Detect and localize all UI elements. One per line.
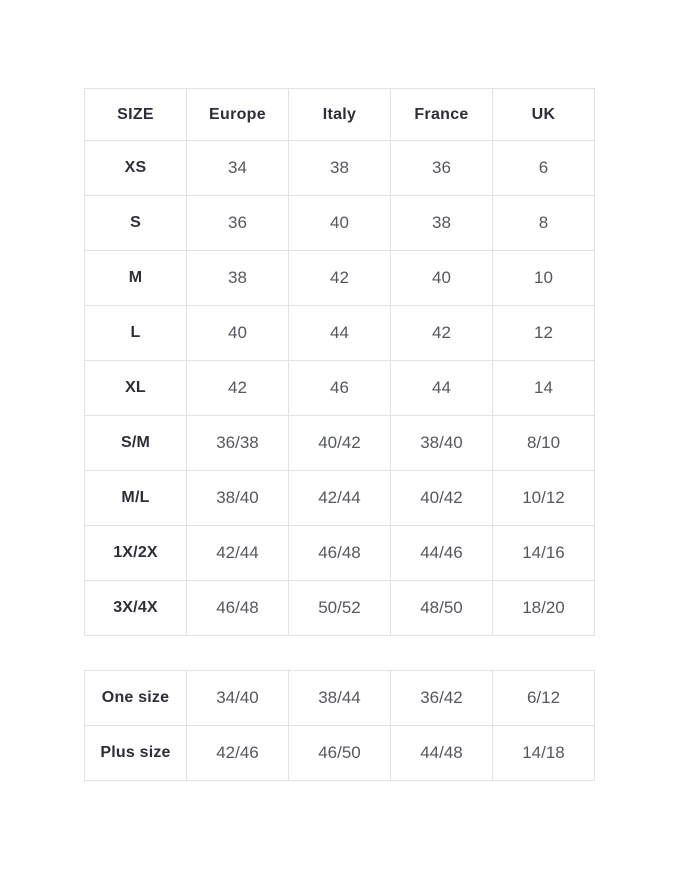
header-cell-france: France: [391, 89, 493, 141]
value-cell: 40: [391, 251, 493, 306]
size-label: 1X/2X: [85, 526, 187, 581]
value-cell: 40/42: [289, 416, 391, 471]
value-cell: 40: [187, 306, 289, 361]
value-cell: 6: [493, 141, 595, 196]
size-label: M/L: [85, 471, 187, 526]
value-cell: 8/10: [493, 416, 595, 471]
value-cell: 50/52: [289, 581, 391, 636]
value-cell: 18/20: [493, 581, 595, 636]
value-cell: 36: [187, 196, 289, 251]
value-cell: 38/40: [391, 416, 493, 471]
size-label: M: [85, 251, 187, 306]
table-row: [85, 471, 595, 526]
value-cell: 42: [391, 306, 493, 361]
value-cell: 8: [493, 196, 595, 251]
value-cell: 42/44: [289, 471, 391, 526]
value-cell: 14/16: [493, 526, 595, 581]
size-conversion-table: [84, 88, 595, 636]
size-label: Plus size: [85, 726, 187, 781]
size-label: One size: [85, 671, 187, 726]
value-cell: 10: [493, 251, 595, 306]
value-cell: 38/44: [289, 671, 391, 726]
value-cell: 46/48: [187, 581, 289, 636]
value-cell: 6/12: [493, 671, 595, 726]
table-row: [85, 361, 595, 416]
value-cell: 44/46: [391, 526, 493, 581]
table-row: [85, 306, 595, 361]
size-label: S: [85, 196, 187, 251]
table-row: [85, 251, 595, 306]
value-cell: 42: [289, 251, 391, 306]
size-label: L: [85, 306, 187, 361]
value-cell: 38: [391, 196, 493, 251]
value-cell: 42/46: [187, 726, 289, 781]
value-cell: 38/40: [187, 471, 289, 526]
value-cell: 42/44: [187, 526, 289, 581]
table-row: [85, 196, 595, 251]
table-row: [85, 526, 595, 581]
value-cell: 14: [493, 361, 595, 416]
header-cell-uk: UK: [493, 89, 595, 141]
table-row: [85, 416, 595, 471]
value-cell: 48/50: [391, 581, 493, 636]
value-cell: 46/48: [289, 526, 391, 581]
value-cell: 38: [289, 141, 391, 196]
value-cell: 36/42: [391, 671, 493, 726]
table-row: [85, 581, 595, 636]
value-cell: 44/48: [391, 726, 493, 781]
size-label: XL: [85, 361, 187, 416]
table-row: [85, 141, 595, 196]
value-cell: 40/42: [391, 471, 493, 526]
value-cell: 44: [391, 361, 493, 416]
size-label: 3X/4X: [85, 581, 187, 636]
size-chart-section: [84, 88, 595, 781]
size-label: XS: [85, 141, 187, 196]
value-cell: 14/18: [493, 726, 595, 781]
header-cell-size: SIZE: [85, 89, 187, 141]
value-cell: 44: [289, 306, 391, 361]
value-cell: 40: [289, 196, 391, 251]
header-row: [85, 89, 595, 141]
special-sizes-table: [84, 670, 595, 781]
value-cell: 36/38: [187, 416, 289, 471]
table-row: [85, 726, 595, 781]
value-cell: 34: [187, 141, 289, 196]
header-cell-italy: Italy: [289, 89, 391, 141]
value-cell: 46/50: [289, 726, 391, 781]
header-cell-europe: Europe: [187, 89, 289, 141]
value-cell: 12: [493, 306, 595, 361]
value-cell: 46: [289, 361, 391, 416]
value-cell: 34/40: [187, 671, 289, 726]
table-row: [85, 671, 595, 726]
size-label: S/M: [85, 416, 187, 471]
value-cell: 42: [187, 361, 289, 416]
value-cell: 36: [391, 141, 493, 196]
value-cell: 10/12: [493, 471, 595, 526]
value-cell: 38: [187, 251, 289, 306]
